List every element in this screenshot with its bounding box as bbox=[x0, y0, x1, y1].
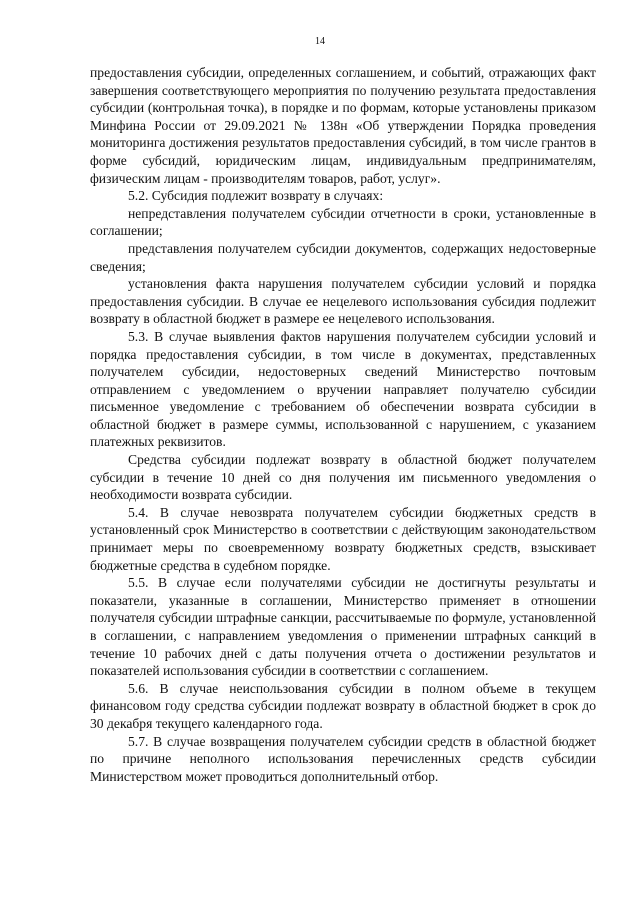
paragraph-continuation: предоставления субсидии, определенных соглашением, и событий, отражающих факт завершения соответствующего мероприятия по получению результата предоставления субсидии (контрольная точка), в порядке и по формам, которые установлены приказом Минфина России от 29.09.2021 № 138н «Об утверждении Порядка проведения мониторинга достижения результатов предоставления субсидий, в том числе грантов в форме субсидий, юридическим лицам, индивидуальным предпринимателям, физическим лицам - производителям товаров, работ, услуг». bbox=[90, 65, 596, 186]
paragraph-5-2-case-reporting: непредставления получателем субсидии отчетности в сроки, установленные в соглашении; bbox=[90, 205, 596, 239]
paragraph-5-2-case-false-info: представления получателем субсидии документов, содержащих недостоверные сведения; bbox=[90, 240, 596, 274]
paragraph-5-3-return-term: Средства субсидии подлежат возврату в областной бюджет получателем субсидии в течение 10 дней со дня получения им письменного уведомления о необходимости возврата субсидии. bbox=[90, 452, 596, 503]
page-number: 14 bbox=[315, 36, 325, 47]
paragraph-5-7: 5.7. В случае возвращения получателем субсидии средств в областной бюджет по причине неполного использования перечисленных средств субсидии Министерством может проводиться дополнительный отбор. bbox=[90, 733, 596, 784]
paragraph-5-5: 5.5. В случае если получателями субсидии не достигнуты результаты и показатели, указанные в соглашении, Министерство применяет в отношении получателя субсидии штрафные санкции, рассчитываемые по формуле, установленной в соглашении, с направлением уведомления о применении штрафных санкций в течение 10 рабочих дней с даты получения отчета о достижении результатов и показателей использования субсидии в соответствии с соглашением. bbox=[90, 575, 596, 679]
paragraph-5-3: 5.3. В случае выявления фактов нарушения получателем субсидии условий и порядка предоставления субсидии, в том числе в документах, представленных получателем субсидии, недостоверных сведений Министерство почтовым отправлением с уведомлением о вручении направляет получателю субсидии письменное уведомление с требованием об обеспечении возврата субсидии в областной бюджет в размере суммы, использованной с нарушением, с указанием платежных реквизитов. bbox=[90, 328, 596, 450]
paragraph-5-2: 5.2. Субсидия подлежит возврату в случаях: bbox=[128, 188, 384, 204]
document-body bbox=[90, 64, 596, 785]
paragraph-5-4: 5.4. В случае невозврата получателем субсидии бюджетных средств в установленный срок Министерство в соответствии с действующим законодательством принимает меры по своевременному возврату бюджетных средств, взыскивает бюджетные средства в судебном порядке. bbox=[90, 504, 596, 573]
paragraph-5-2-case-violation: установления факта нарушения получателем субсидии условий и порядка предоставления субсидии. В случае ее нецелевого использования субсидия подлежит возврату в областной бюджет в размере ее нецелевого использования. bbox=[90, 276, 596, 327]
paragraph-5-6: 5.6. В случае неиспользования субсидии в полном объеме в текущем финансовом году средства субсидии подлежат возврату в областной бюджет в срок до 30 декабря текущего календарного года. bbox=[90, 680, 596, 731]
